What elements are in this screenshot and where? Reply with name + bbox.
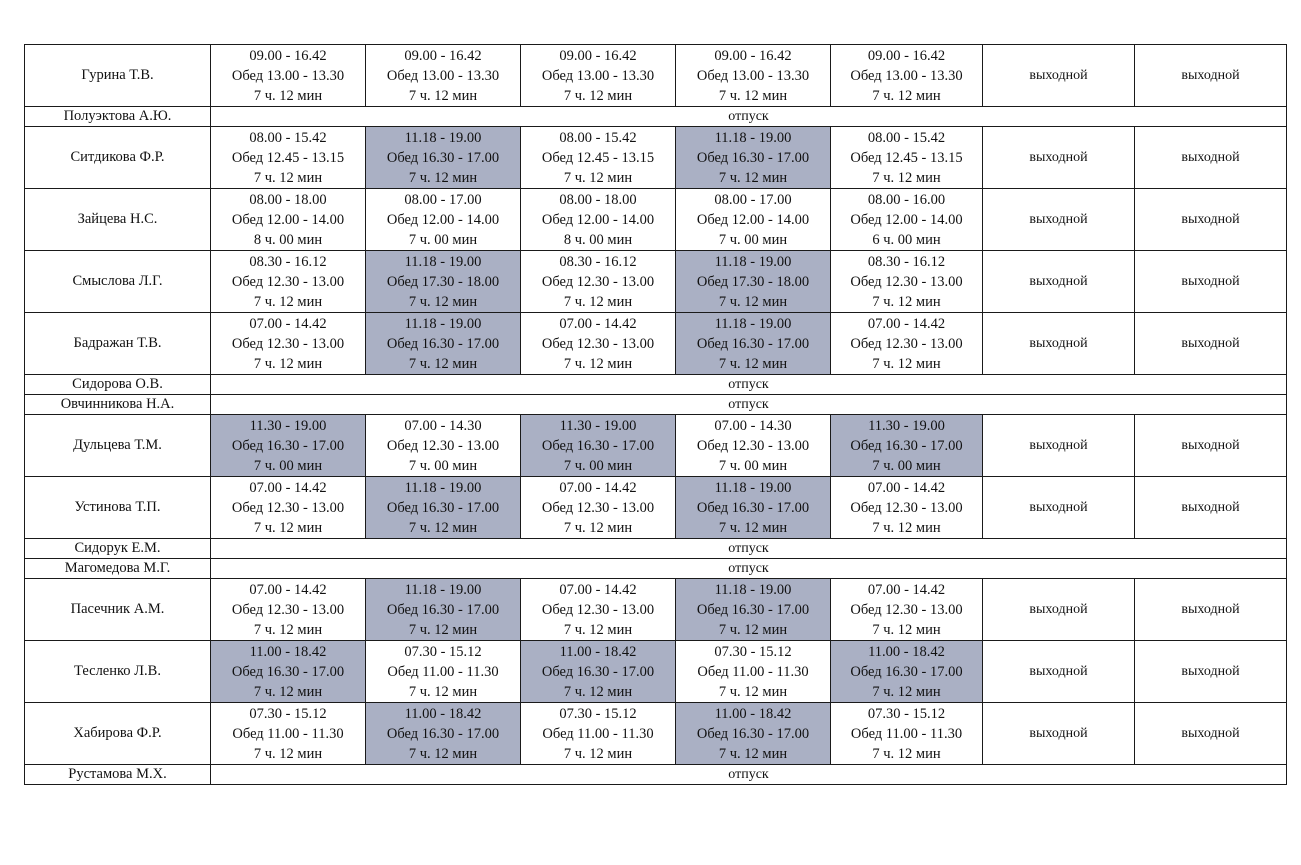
day-off-cell: выходной [983,313,1135,375]
employee-name: Зайцева Н.С. [25,189,211,251]
day-off-cell: выходной [983,251,1135,313]
shift-cell [366,579,521,641]
vacation-status: отпуск [211,107,1287,127]
shift-time: 11.00 - 18.42 [559,643,637,660]
lunch-break: Обед 12.30 - 13.00 [850,273,963,290]
employee-name: Рустамова М.Х. [25,765,211,785]
shift-cell [211,313,366,375]
work-hours: 7 ч. 12 мин [253,293,323,310]
shift-cell [676,189,831,251]
shift-time: 11.18 - 19.00 [714,479,792,496]
work-hours: 7 ч. 00 мин [408,457,478,474]
lunch-break: Обед 11.00 - 11.30 [850,725,963,742]
work-hours: 7 ч. 12 мин [408,87,478,104]
shift-time: 11.30 - 19.00 [559,417,637,434]
shift-cell [521,45,676,107]
shift-time: 07.00 - 14.42 [559,581,637,598]
lunch-break: Обед 12.30 - 13.00 [850,499,963,516]
work-hours: 7 ч. 12 мин [253,87,323,104]
shift-time: 11.00 - 18.42 [714,705,792,722]
lunch-break: Обед 16.30 - 17.00 [850,663,963,680]
work-hours: 7 ч. 12 мин [253,519,323,536]
shift-time: 07.00 - 14.30 [404,417,482,434]
shift-time: 07.30 - 15.12 [559,705,637,722]
shift-time: 08.00 - 18.00 [559,191,637,208]
work-hours: 7 ч. 12 мин [253,355,323,372]
shift-time: 08.00 - 17.00 [404,191,482,208]
employee-name: Бадражан Т.В. [25,313,211,375]
work-hours: 7 ч. 12 мин [408,355,478,372]
shift-time: 11.00 - 18.42 [249,643,327,660]
lunch-break: Обед 16.30 - 17.00 [386,725,500,742]
work-hours: 7 ч. 12 мин [563,355,633,372]
shift-time: 11.00 - 18.42 [868,643,945,660]
shift-cell [521,127,676,189]
shift-time: 11.18 - 19.00 [404,129,482,146]
shift-time: 11.18 - 19.00 [714,315,792,332]
shift-cell [831,127,983,189]
shift-cell [366,477,521,539]
employee-name: Сидорова О.В. [25,375,211,395]
work-hours: 7 ч. 12 мин [718,355,788,372]
lunch-break: Обед 11.00 - 11.30 [697,663,809,680]
schedule-sheet [24,44,1286,785]
lunch-break: Обед 12.30 - 13.00 [231,499,345,516]
shift-time: 09.00 - 16.42 [714,47,792,64]
lunch-break: Обед 16.30 - 17.00 [696,149,810,166]
lunch-break: Обед 16.30 - 17.00 [386,601,500,618]
shift-cell [676,251,831,313]
shift-cell [831,189,983,251]
shift-cell [831,415,983,477]
work-hours: 7 ч. 12 мин [253,169,323,186]
shift-cell [366,641,521,703]
day-off-cell: выходной [1135,45,1287,107]
vacation-row [25,539,1287,559]
work-hours: 7 ч. 12 мин [408,519,478,536]
shift-cell [521,251,676,313]
shift-time: 07.00 - 14.42 [559,315,637,332]
work-hours: 7 ч. 12 мин [872,87,941,104]
day-off-cell: выходной [1135,579,1287,641]
work-hours: 7 ч. 12 мин [872,745,941,762]
shift-time: 09.00 - 16.42 [867,47,946,64]
work-schedule-table [24,44,1287,785]
day-off-cell: выходной [983,641,1135,703]
shift-time: 07.00 - 14.42 [867,479,946,496]
work-hours: 7 ч. 12 мин [253,621,323,638]
day-off-cell: выходной [1135,477,1287,539]
vacation-status: отпуск [211,559,1287,579]
shift-time: 08.00 - 15.42 [249,129,327,146]
work-hours: 7 ч. 12 мин [563,293,633,310]
lunch-break: Обед 13.00 - 13.30 [696,67,810,84]
shift-time: 11.00 - 18.42 [404,705,482,722]
day-off-cell: выходной [983,415,1135,477]
vacation-row [25,375,1287,395]
work-hours: 7 ч. 00 мин [408,231,478,248]
lunch-break: Обед 17.30 - 18.00 [386,273,500,290]
employee-row [25,579,1287,641]
lunch-break: Обед 16.30 - 17.00 [696,499,810,516]
shift-cell [366,313,521,375]
vacation-status: отпуск [211,539,1287,559]
vacation-row [25,559,1287,579]
work-hours: 6 ч. 00 мин [872,231,941,248]
shift-cell [521,641,676,703]
vacation-status: отпуск [211,375,1287,395]
shift-time: 11.30 - 19.00 [868,417,945,434]
shift-cell [211,127,366,189]
lunch-break: Обед 12.30 - 13.00 [850,335,963,352]
lunch-break: Обед 12.30 - 13.00 [231,601,345,618]
vacation-row [25,395,1287,415]
shift-cell [521,579,676,641]
work-hours: 7 ч. 00 мин [718,231,788,248]
shift-cell [676,477,831,539]
lunch-break: Обед 12.30 - 13.00 [541,335,655,352]
lunch-break: Обед 12.30 - 13.00 [386,437,500,454]
day-off-cell: выходной [1135,415,1287,477]
shift-cell [831,641,983,703]
shift-time: 08.00 - 15.42 [867,129,946,146]
lunch-break: Обед 11.00 - 11.30 [542,725,654,742]
employee-row [25,703,1287,765]
shift-time: 11.18 - 19.00 [404,315,482,332]
shift-cell [521,415,676,477]
shift-cell [211,703,366,765]
shift-cell [366,703,521,765]
work-hours: 7 ч. 12 мин [408,683,478,700]
employee-row [25,189,1287,251]
work-hours: 7 ч. 12 мин [718,169,788,186]
employee-row [25,415,1287,477]
work-hours: 7 ч. 00 мин [563,457,633,474]
shift-time: 07.00 - 14.42 [867,315,946,332]
employee-name: Смыслова Л.Г. [25,251,211,313]
employee-name: Пасечник А.М. [25,579,211,641]
shift-cell [676,45,831,107]
lunch-break: Обед 16.30 - 17.00 [696,601,810,618]
shift-cell [211,251,366,313]
shift-time: 08.30 - 16.12 [867,253,946,270]
employee-name: Гурина Т.В. [25,45,211,107]
work-hours: 7 ч. 12 мин [718,519,788,536]
shift-cell [366,251,521,313]
shift-cell [211,415,366,477]
shift-time: 11.18 - 19.00 [404,479,482,496]
shift-time: 11.18 - 19.00 [404,581,482,598]
day-off-cell: выходной [1135,703,1287,765]
shift-cell [831,579,983,641]
shift-cell [211,477,366,539]
lunch-break: Обед 12.30 - 13.00 [541,499,655,516]
employee-row [25,45,1287,107]
shift-cell [831,251,983,313]
lunch-break: Обед 12.30 - 13.00 [231,335,345,352]
day-off-cell: выходной [1135,641,1287,703]
lunch-break: Обед 13.00 - 13.30 [541,67,655,84]
lunch-break: Обед 16.30 - 17.00 [386,499,500,516]
shift-time: 11.18 - 19.00 [714,581,792,598]
schedule-rows [25,45,1287,785]
lunch-break: Обед 16.30 - 17.00 [541,437,655,454]
shift-time: 08.00 - 18.00 [249,191,327,208]
shift-cell [521,313,676,375]
employee-row [25,313,1287,375]
shift-time: 11.18 - 19.00 [404,253,482,270]
shift-cell [831,313,983,375]
work-hours: 8 ч. 00 мин [253,231,323,248]
employee-row [25,641,1287,703]
shift-time: 09.00 - 16.42 [249,47,327,64]
vacation-status: отпуск [211,395,1287,415]
lunch-break: Обед 12.30 - 13.00 [850,601,963,618]
shift-cell [831,703,983,765]
lunch-break: Обед 16.30 - 17.00 [696,335,810,352]
work-hours: 7 ч. 12 мин [718,745,788,762]
employee-name: Устинова Т.П. [25,477,211,539]
lunch-break: Обед 12.00 - 14.00 [386,211,500,228]
employee-row [25,127,1287,189]
work-hours: 7 ч. 12 мин [408,621,478,638]
shift-cell [366,127,521,189]
shift-cell [211,579,366,641]
work-hours: 7 ч. 12 мин [408,293,478,310]
lunch-break: Обед 16.30 - 17.00 [386,335,500,352]
shift-time: 07.30 - 15.12 [249,705,327,722]
work-hours: 7 ч. 12 мин [872,519,941,536]
shift-cell [676,641,831,703]
work-hours: 7 ч. 12 мин [253,745,323,762]
work-hours: 7 ч. 12 мин [718,293,788,310]
work-hours: 7 ч. 00 мин [872,457,941,474]
lunch-break: Обед 12.30 - 13.00 [231,273,345,290]
work-hours: 7 ч. 12 мин [563,745,633,762]
shift-time: 08.00 - 17.00 [714,191,792,208]
lunch-break: Обед 12.00 - 14.00 [850,211,963,228]
vacation-status: отпуск [211,765,1287,785]
lunch-break: Обед 11.00 - 11.30 [232,725,344,742]
lunch-break: Обед 12.00 - 14.00 [696,211,810,228]
shift-cell [211,45,366,107]
work-hours: 7 ч. 12 мин [563,169,633,186]
lunch-break: Обед 12.45 - 13.15 [541,149,655,166]
day-off-cell: выходной [1135,127,1287,189]
lunch-break: Обед 12.30 - 13.00 [696,437,810,454]
work-hours: 7 ч. 12 мин [872,293,941,310]
employee-name: Ситдикова Ф.Р. [25,127,211,189]
employee-name: Тесленко Л.В. [25,641,211,703]
work-hours: 7 ч. 12 мин [253,683,323,700]
work-hours: 7 ч. 12 мин [872,355,941,372]
shift-cell [676,313,831,375]
lunch-break: Обед 16.30 - 17.00 [386,149,500,166]
shift-time: 11.30 - 19.00 [249,417,327,434]
shift-time: 11.18 - 19.00 [714,253,792,270]
work-hours: 7 ч. 12 мин [408,745,478,762]
shift-cell [831,45,983,107]
lunch-break: Обед 13.00 - 13.30 [850,67,963,84]
employee-row [25,251,1287,313]
employee-row [25,477,1287,539]
lunch-break: Обед 12.45 - 13.15 [231,149,345,166]
shift-time: 11.18 - 19.00 [714,129,792,146]
shift-time: 08.30 - 16.12 [559,253,637,270]
shift-time: 07.00 - 14.42 [867,581,946,598]
lunch-break: Обед 16.30 - 17.00 [231,437,345,454]
lunch-break: Обед 12.30 - 13.00 [541,601,655,618]
shift-time: 08.00 - 16.00 [867,191,946,208]
shift-cell [676,703,831,765]
work-hours: 7 ч. 12 мин [563,621,633,638]
shift-time: 07.00 - 14.42 [559,479,637,496]
lunch-break: Обед 12.00 - 14.00 [541,211,655,228]
shift-cell [366,45,521,107]
work-hours: 7 ч. 12 мин [563,519,633,536]
day-off-cell: выходной [983,45,1135,107]
shift-cell [521,477,676,539]
lunch-break: Обед 13.00 - 13.30 [231,67,345,84]
lunch-break: Обед 16.30 - 17.00 [850,437,963,454]
employee-name: Сидорук Е.М. [25,539,211,559]
shift-time: 07.00 - 14.42 [249,315,327,332]
shift-time: 07.30 - 15.12 [404,643,482,660]
lunch-break: Обед 11.00 - 11.30 [387,663,499,680]
lunch-break: Обед 12.00 - 14.00 [231,211,345,228]
shift-time: 09.00 - 16.42 [559,47,637,64]
employee-name: Магомедова М.Г. [25,559,211,579]
shift-time: 07.00 - 14.42 [249,479,327,496]
shift-cell [211,189,366,251]
day-off-cell: выходной [983,477,1135,539]
shift-time: 08.30 - 16.12 [249,253,327,270]
shift-cell [676,579,831,641]
shift-cell [366,415,521,477]
employee-name: Хабирова Ф.Р. [25,703,211,765]
lunch-break: Обед 16.30 - 17.00 [231,663,345,680]
work-hours: 7 ч. 12 мин [872,683,941,700]
employee-name: Полуэктова А.Ю. [25,107,211,127]
day-off-cell: выходной [983,703,1135,765]
employee-name: Овчинникова Н.А. [25,395,211,415]
lunch-break: Обед 17.30 - 18.00 [696,273,810,290]
day-off-cell: выходной [983,127,1135,189]
day-off-cell: выходной [983,189,1135,251]
work-hours: 7 ч. 00 мин [253,457,323,474]
work-hours: 7 ч. 12 мин [872,621,941,638]
shift-time: 08.00 - 15.42 [559,129,637,146]
shift-time: 09.00 - 16.42 [404,47,482,64]
shift-cell [676,415,831,477]
lunch-break: Обед 12.30 - 13.00 [541,273,655,290]
work-hours: 7 ч. 12 мин [408,169,478,186]
shift-time: 07.00 - 14.30 [714,417,792,434]
day-off-cell: выходной [1135,189,1287,251]
employee-name: Дульцева Т.М. [25,415,211,477]
work-hours: 7 ч. 12 мин [718,87,788,104]
lunch-break: Обед 13.00 - 13.30 [386,67,500,84]
work-hours: 7 ч. 12 мин [872,169,941,186]
lunch-break: Обед 16.30 - 17.00 [696,725,810,742]
work-hours: 8 ч. 00 мин [563,231,633,248]
shift-time: 07.30 - 15.12 [867,705,946,722]
lunch-break: Обед 12.45 - 13.15 [850,149,963,166]
shift-cell [211,641,366,703]
shift-cell [676,127,831,189]
shift-cell [366,189,521,251]
shift-cell [521,703,676,765]
work-hours: 7 ч. 12 мин [563,87,633,104]
day-off-cell: выходной [983,579,1135,641]
work-hours: 7 ч. 12 мин [718,683,788,700]
day-off-cell: выходной [1135,251,1287,313]
shift-cell [521,189,676,251]
shift-cell [831,477,983,539]
shift-time: 07.30 - 15.12 [714,643,792,660]
shift-time: 07.00 - 14.42 [249,581,327,598]
vacation-row [25,107,1287,127]
lunch-break: Обед 16.30 - 17.00 [541,663,655,680]
work-hours: 7 ч. 00 мин [718,457,788,474]
work-hours: 7 ч. 12 мин [718,621,788,638]
vacation-row [25,765,1287,785]
work-hours: 7 ч. 12 мин [563,683,633,700]
day-off-cell: выходной [1135,313,1287,375]
